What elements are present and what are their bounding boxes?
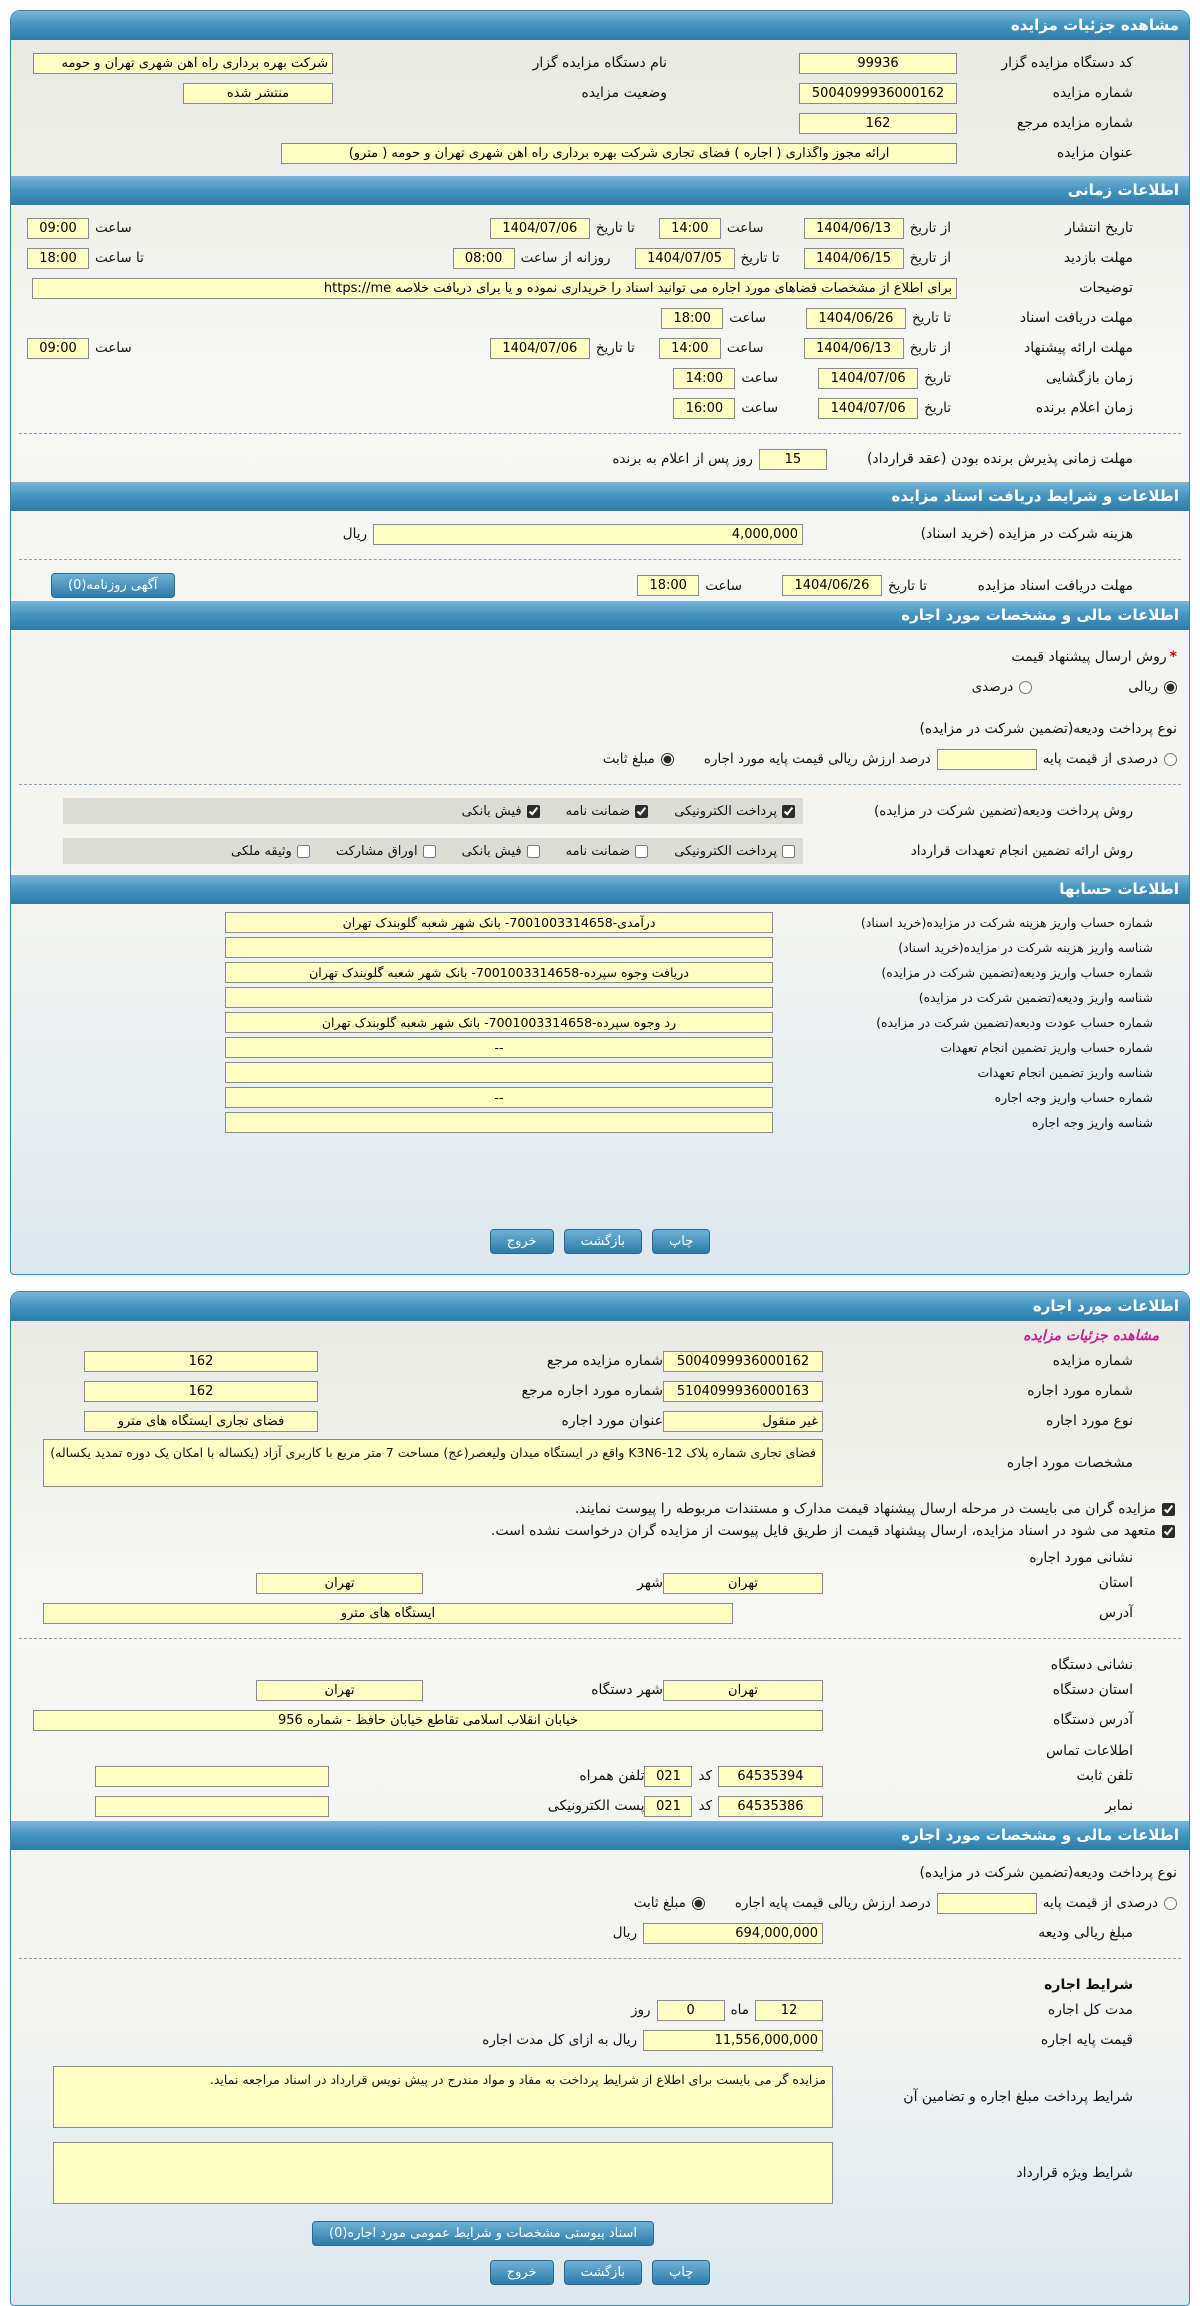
visit-deadline-row — [11, 243, 1189, 273]
payment-terms-label: شرایط پرداخت مبلغ اجاره و تضامین آن — [903, 2089, 1133, 2105]
auction-ref-input[interactable] — [799, 113, 957, 134]
rial-option-radio[interactable] — [1164, 681, 1177, 694]
docs-deadline-row — [11, 303, 1189, 333]
docs-receive-date-input[interactable] — [782, 575, 882, 596]
docs-deadline-time-input[interactable] — [661, 308, 723, 329]
notes-input[interactable] — [32, 278, 957, 299]
phone-row — [11, 1761, 1189, 1791]
participation-fee-input[interactable] — [373, 524, 803, 545]
to-hour-word: تا ساعت — [95, 250, 144, 266]
visit-to-date-input[interactable] — [635, 248, 735, 269]
item-auction-no-input[interactable] — [663, 1351, 823, 1372]
org-address-input[interactable] — [33, 1710, 823, 1731]
org-province-input[interactable] — [663, 1680, 823, 1701]
exit-button[interactable]: خروج — [490, 2260, 554, 2285]
opening-date-input[interactable] — [818, 368, 918, 389]
account-row-label: شناسه واریز وجه اجاره — [1031, 1115, 1153, 1130]
item-type-row — [11, 1406, 1189, 1436]
account-row-input[interactable] — [225, 1012, 773, 1033]
deposit-type2-label: نوع پرداخت ودیعه(تضمین شرکت در مزایده) — [919, 1865, 1177, 1881]
visit-close-time-input[interactable] — [27, 248, 89, 269]
publish-date-row — [11, 213, 1189, 243]
account-row-label: شناسه واریز هزینه شرکت در مزایده(خرید اسناد) — [898, 940, 1153, 955]
newspaper-ad-button[interactable]: آگهی روزنامه(0) — [51, 573, 175, 598]
attachments-button[interactable]: اسناد پیوستی مشخصات و شرایط عمومی مورد اجاره(0) — [312, 2221, 654, 2246]
payment-terms-textarea[interactable]: مزایده گر می بایست برای اطلاع از شرایط پرداخت به مفاد و مواد مندرج در پیش نویس قرارداد در اسناد مراجعه نماید. — [53, 2066, 833, 2128]
special-terms-textarea[interactable] — [53, 2142, 833, 2204]
print-button[interactable]: چاپ — [652, 2260, 710, 2285]
account-row-input[interactable] — [225, 1087, 773, 1108]
auction-status-label: وضعیت مزایده — [581, 85, 667, 101]
docs-receive-time-input[interactable] — [637, 575, 699, 596]
visit-label: مهلت بازدید — [1063, 250, 1133, 266]
publish-to-date-input[interactable] — [490, 218, 590, 239]
agency-code-input[interactable] — [799, 53, 957, 74]
publish-label: تاریخ انتشار — [1065, 220, 1133, 236]
percent-option-radio[interactable] — [1019, 681, 1032, 694]
account-row — [11, 935, 1189, 960]
item-auction-no-label: شماره مزایده — [1052, 1353, 1133, 1369]
guarantee-checkbox-group[interactable] — [566, 804, 649, 819]
required-asterisk: * — [1169, 649, 1177, 665]
offer-deadline-row — [11, 333, 1189, 363]
agency-name-label: نام دستگاه مزایده گزار — [532, 55, 667, 71]
item-spec-row — [11, 1436, 1189, 1490]
accounts-list — [11, 904, 1189, 1135]
hour-word: ساعت — [95, 340, 132, 356]
account-row-input[interactable] — [225, 937, 773, 958]
account-row — [11, 985, 1189, 1010]
dashed-divider — [19, 1638, 1181, 1639]
lease-item-header: اطلاعات مورد اجاره — [11, 1292, 1189, 1321]
phone-code-input[interactable] — [644, 1766, 692, 1787]
org-city-label: شهر دستگاه — [591, 1682, 663, 1698]
winner-time-input[interactable] — [673, 398, 735, 419]
fax-label: نمابر — [1105, 1798, 1133, 1814]
obligation-receipt-checkbox[interactable] — [527, 845, 540, 858]
fixed-amount2-label: مبلغ ثابت — [633, 1895, 686, 1911]
org-province-label: استان دستگاه — [1052, 1682, 1133, 1698]
offer-label: مهلت ارائه پیشنهاد — [1024, 340, 1133, 356]
base-price-input[interactable] — [643, 2030, 823, 2051]
fixed-amount-label: مبلغ ثابت — [602, 751, 655, 767]
offer-to-time-input[interactable] — [27, 338, 89, 359]
auction-subject-row — [11, 138, 1189, 168]
rial-option-label: ریالی — [1128, 679, 1158, 695]
account-row — [11, 1060, 1189, 1085]
hour-word: ساعت — [741, 400, 779, 416]
deposit-type2-label-row — [11, 1858, 1189, 1888]
item-ref-input[interactable] — [84, 1381, 318, 1402]
item-address-section-label: نشانی مورد اجاره — [1029, 1550, 1133, 1566]
accept-deadline-suffix: روز پس از اعلام به برنده — [612, 451, 753, 467]
phone-input[interactable] — [718, 1766, 823, 1787]
percent-of-base2-note: درصد ارزش ریالی قیمت پایه اجاره — [734, 1895, 931, 1911]
org-address-label: آدرس دستگاه — [1053, 1712, 1133, 1728]
mobile-input[interactable] — [95, 1766, 329, 1787]
offer-from-date-input[interactable] — [804, 338, 904, 359]
guarantee-label: ضمانت نامه — [565, 803, 631, 819]
payment-terms-row — [11, 2063, 1189, 2131]
item-auction-number-row — [11, 1346, 1189, 1376]
accounts-section-header: اطلاعات حسابها — [11, 875, 1189, 904]
account-row — [11, 1085, 1189, 1110]
publish-from-time-input[interactable] — [659, 218, 721, 239]
auction-ref-row — [11, 108, 1189, 138]
send-method-label-row — [11, 642, 1189, 672]
send-method-options-row — [11, 672, 1189, 702]
to-date-word: تا تاریخ — [740, 250, 780, 266]
percent-of-base2-radio[interactable] — [1164, 1897, 1177, 1910]
docs-receive-deadline-label: مهلت دریافت اسناد مزایده — [977, 577, 1133, 594]
hour-word: ساعت — [95, 220, 132, 236]
agency-row — [11, 48, 1189, 78]
auction-number-label: شماره مزایده — [1052, 85, 1133, 101]
base-price-suffix: ریال به ازای کل مدت اجاره — [482, 2032, 637, 2048]
percent-option-label: درصدی — [971, 679, 1014, 695]
deposit-method-label: روش پرداخت ودیعه(تضمین شرکت در مزایده) — [873, 803, 1133, 819]
obligation-guarantee-checkbox[interactable] — [635, 845, 648, 858]
account-row — [11, 1110, 1189, 1135]
rial-word: ریال — [342, 526, 367, 542]
account-row — [11, 1035, 1189, 1060]
back-button[interactable]: بازگشت — [564, 2260, 642, 2285]
item-auction-ref-label: شماره مزایده مرجع — [546, 1353, 663, 1369]
date-word: تاریخ — [924, 400, 951, 416]
obligation-method-label: روش ارائه تضمین انجام تعهدات قرارداد — [910, 843, 1133, 859]
date-word: تاریخ — [924, 370, 951, 386]
offer-to-date-input[interactable] — [490, 338, 590, 359]
percent-of-base2-label: درصدی از قیمت پایه — [1042, 1895, 1158, 1911]
dashed-divider — [19, 559, 1181, 560]
fax-code-input[interactable] — [644, 1796, 692, 1817]
account-row-label: شماره حساب واریز هزینه شرکت در مزایده(خرید اسناد) — [860, 915, 1153, 930]
account-row-label: شماره حساب واریز وجه اجاره — [994, 1090, 1153, 1105]
winner-announce-row — [11, 393, 1189, 423]
from-date-word: از تاریخ — [909, 340, 951, 356]
contact-section-label: اطلاعات تماس — [1046, 1743, 1133, 1759]
epay-label: پرداخت الکترونیکی — [674, 803, 777, 819]
visit-open-time-input[interactable] — [453, 248, 515, 269]
from-date-word: از تاریخ — [909, 250, 951, 266]
hour-word: ساعت — [726, 220, 764, 236]
percent-of-base-input[interactable] — [937, 749, 1037, 770]
phone-label: تلفن ثابت — [1076, 1768, 1133, 1784]
province-input[interactable] — [663, 1573, 823, 1594]
item-spec-textarea[interactable]: فضای تجاری شماره پلاک K3N6-12 واقع در ایستگاه میدان ولیعصر(عج) مساحت 7 متر مربع با کاربری آزاد (یکساله با امکان یک دوره تمدید یکساله) — [43, 1439, 823, 1487]
auction-ref-label: شماره مزایده مرجع — [1016, 115, 1133, 131]
daily-from-hour-word: روزانه از ساعت — [520, 250, 611, 266]
account-row — [11, 910, 1189, 935]
account-row-input[interactable] — [225, 1062, 773, 1083]
financial-section-header: اطلاعات مالی و مشخصات مورد اجاره — [11, 601, 1189, 630]
auction-subject-input[interactable] — [281, 143, 957, 164]
publish-to-time-input[interactable] — [27, 218, 89, 239]
obligation-collateral-label: وثیقه ملکی — [231, 843, 292, 859]
account-row-label: شماره حساب واریز تضمین انجام تعهدات — [940, 1040, 1153, 1055]
details-link-row — [11, 1321, 1189, 1346]
account-row-input[interactable] — [225, 987, 773, 1008]
publish-from-date-input[interactable] — [804, 218, 904, 239]
opening-time-row — [11, 363, 1189, 393]
obligation-collateral-checkbox[interactable] — [297, 845, 310, 858]
agency-name-input[interactable] — [33, 53, 333, 74]
no-file-check-row — [11, 1520, 1189, 1542]
obligation-guarantee-group[interactable] — [566, 844, 649, 859]
to-date-word: تا تاریخ — [595, 220, 635, 236]
attach-docs-checkbox[interactable] — [1162, 1503, 1175, 1516]
item-ref-label: شماره مورد اجاره مرجع — [521, 1383, 663, 1399]
spacer — [11, 1135, 1189, 1219]
org-province-city-row — [11, 1675, 1189, 1705]
day-word: روز — [631, 2002, 651, 2018]
docs-receive-deadline-row — [11, 570, 1189, 601]
account-row-input[interactable] — [225, 912, 773, 933]
province-label: استان — [1098, 1575, 1133, 1591]
deposit-amount-label: مبلغ ریالی ودیعه — [1038, 1925, 1133, 1941]
to-date-word: تا تاریخ — [911, 310, 951, 326]
dashed-divider — [19, 1958, 1181, 1959]
item-spec-label: مشخصات مورد اجاره — [1006, 1455, 1133, 1471]
fixed-amount2-radio[interactable] — [692, 1897, 705, 1910]
from-date-word: از تاریخ — [909, 220, 951, 236]
deposit-method-band — [63, 798, 803, 824]
deposit-type-label-row — [11, 714, 1189, 744]
lease-duration-row — [11, 1995, 1189, 2025]
docs-deadline-date-input[interactable] — [806, 308, 906, 329]
item-no-input[interactable] — [663, 1381, 823, 1402]
obligation-epay-group[interactable] — [674, 844, 795, 859]
obligation-method-band — [63, 838, 803, 864]
item-title-label: عنوان مورد اجاره — [561, 1413, 663, 1429]
account-row — [11, 1010, 1189, 1035]
fax-row — [11, 1791, 1189, 1821]
attach-docs-text: مزایده گران می بایست در مرحله ارسال پیشنهاد قیمت مدارک و مستندات مربوطه را پیوست نمایند. — [574, 1501, 1156, 1517]
item-type-input[interactable] — [663, 1411, 823, 1432]
hour-word: ساعت — [705, 577, 742, 594]
auction-details-header: مشاهده جزئیات مزایده — [11, 11, 1189, 40]
send-method-label: روش ارسال پیشنهاد قیمت — [1011, 649, 1167, 665]
account-row-label: شناسه واریز تضمین انجام تعهدات — [977, 1065, 1153, 1080]
percent-of-base-label: درصدی از قیمت پایه — [1042, 751, 1158, 767]
offer-from-time-input[interactable] — [659, 338, 721, 359]
item-address-row — [11, 1598, 1189, 1628]
item-province-city-row — [11, 1568, 1189, 1598]
item-number-row — [11, 1376, 1189, 1406]
dashed-divider — [19, 433, 1181, 434]
obligation-bonds-group[interactable] — [336, 844, 436, 859]
base-price-row — [11, 2025, 1189, 2055]
org-address-section-label: نشانی دستگاه — [1050, 1657, 1133, 1673]
email-label: پست الکترونیکی — [547, 1798, 645, 1814]
lease-item-panel — [10, 1291, 1190, 2306]
special-terms-row — [11, 2139, 1189, 2207]
obligation-epay-label: پرداخت الکترونیکی — [674, 843, 777, 859]
accept-deadline-label: مهلت زمانی پذیرش برنده بودن (عقد قرارداد) — [866, 451, 1133, 467]
item-title-input[interactable] — [84, 1411, 318, 1432]
hour-word: ساعت — [729, 310, 766, 326]
lease-months-input[interactable] — [755, 2000, 823, 2021]
print-button[interactable]: چاپ — [652, 1229, 710, 1254]
bank-receipt-checkbox[interactable] — [527, 805, 540, 818]
base-price-label: قیمت پایه اجاره — [1040, 2032, 1133, 2048]
notes-label: توضیحات — [1079, 280, 1133, 296]
no-file-text: متعهد می شود در اسناد مزایده، ارسال پیشنهاد قیمت از طریق فایل پیوست از مزایده گران درخواست نشده است. — [490, 1523, 1156, 1539]
code-word: کد — [698, 1798, 712, 1814]
visit-from-date-input[interactable] — [804, 248, 904, 269]
docs-section-header: اطلاعات و شرایط دریافت اسناد مزایده — [11, 482, 1189, 511]
deposit-type2-options-row — [11, 1888, 1189, 1918]
city-label: شهر — [637, 1575, 663, 1591]
dashed-divider — [19, 784, 1181, 785]
org-address-row — [11, 1705, 1189, 1735]
account-row-input[interactable] — [225, 1112, 773, 1133]
item-no-label: شماره مورد اجاره — [1027, 1383, 1133, 1399]
obligation-guarantee-label: ضمانت نامه — [565, 843, 631, 859]
percent-of-base-radio[interactable] — [1164, 753, 1177, 766]
auction-details-panel — [10, 10, 1190, 1275]
panel2-button-row — [11, 2250, 1189, 2297]
obligation-receipt-group[interactable] — [462, 844, 540, 859]
deposit-amount-row — [11, 1918, 1189, 1948]
fax-input[interactable] — [718, 1796, 823, 1817]
mobile-label: تلفن همراه — [579, 1768, 645, 1784]
account-row-input[interactable] — [225, 1037, 773, 1058]
item-type-label: نوع مورد اجاره — [1045, 1413, 1133, 1429]
account-row-input[interactable] — [225, 962, 773, 983]
auction-status-input[interactable] — [183, 83, 333, 104]
address-label: آدرس — [1099, 1605, 1133, 1621]
obligation-bonds-label: اوراق مشارکت — [335, 843, 418, 859]
lease-days-input[interactable] — [657, 2000, 725, 2021]
email-input[interactable] — [95, 1796, 329, 1817]
winner-label: زمان اعلام برنده — [1035, 400, 1133, 416]
panel1-button-row — [11, 1219, 1189, 1266]
lease-terms-section-label: شرایط اجاره — [1044, 1977, 1133, 1993]
percent-of-base-note: درصد ارزش ریالی قیمت پایه مورد اجاره — [703, 751, 931, 767]
obligation-receipt-label: فیش بانکی — [461, 843, 522, 859]
org-city-input[interactable] — [256, 1680, 423, 1701]
auction-subject-label: عنوان مزایده — [1056, 145, 1133, 161]
no-file-checkbox[interactable] — [1162, 1525, 1175, 1538]
rial-word: ریال — [612, 1925, 637, 1941]
deposit-amount-input[interactable] — [643, 1923, 823, 1944]
address-input[interactable] — [43, 1603, 733, 1624]
deposit-method-row — [11, 795, 1189, 827]
special-terms-label: شرایط ویژه قرارداد — [1016, 2165, 1133, 2181]
account-row-label: شماره حساب عودت ودیعه(تضمین شرکت در مزایده) — [876, 1015, 1153, 1030]
account-row — [11, 960, 1189, 985]
opening-label: زمان بازگشایی — [1045, 370, 1133, 386]
participation-fee-label: هزینه شرکت در مزایده (خرید اسناد) — [920, 526, 1133, 542]
obligation-epay-checkbox[interactable] — [782, 845, 795, 858]
winner-date-input[interactable] — [818, 398, 918, 419]
to-date-word: تا تاریخ — [887, 577, 927, 594]
accept-days-input[interactable] — [759, 449, 827, 470]
hour-word: ساعت — [741, 370, 779, 386]
item-auction-ref-input[interactable] — [84, 1351, 318, 1372]
to-date-word: تا تاریخ — [595, 340, 635, 356]
attachments-row — [11, 2207, 1189, 2250]
fixed-amount-radio[interactable] — [661, 753, 674, 766]
docs-deadline-label: مهلت دریافت اسناد — [1019, 310, 1133, 326]
percent-of-base2-input[interactable] — [937, 1893, 1037, 1914]
financial2-section-header: اطلاعات مالی و مشخصات مورد اجاره — [11, 1821, 1189, 1850]
deposit-type-options-row — [11, 744, 1189, 774]
account-row-label: شناسه واریز ودیعه(تضمین شرکت در مزایده) — [918, 990, 1153, 1005]
timing-section-header: اطلاعات زمانی — [11, 176, 1189, 205]
obligation-method-row — [11, 835, 1189, 867]
city-input[interactable] — [256, 1573, 423, 1594]
opening-time-input[interactable] — [673, 368, 735, 389]
agency-code-label: کد دستگاه مزایده گزار — [1001, 55, 1133, 71]
participation-fee-row — [11, 519, 1189, 549]
month-word: ماه — [730, 2002, 749, 2018]
guarantee-checkbox[interactable] — [635, 805, 648, 818]
deposit-type-label: نوع پرداخت ودیعه(تضمین شرکت در مزایده) — [919, 721, 1177, 737]
back-button[interactable]: بازگشت — [564, 1229, 642, 1254]
auction-details-link[interactable]: مشاهده جزئیات مزایده — [1023, 1328, 1159, 1344]
bank-receipt-checkbox-group[interactable] — [462, 804, 540, 819]
accept-deadline-row — [11, 444, 1189, 474]
obligation-collateral-group[interactable] — [231, 844, 310, 859]
hour-word: ساعت — [726, 340, 764, 356]
auction-number-row — [11, 78, 1189, 108]
lease-duration-label: مدت کل اجاره — [1047, 2002, 1133, 2018]
account-row-label: شماره حساب واریز ودیعه(تضمین شرکت در مزایده) — [881, 965, 1153, 980]
epay-checkbox-group[interactable] — [674, 804, 795, 819]
exit-button[interactable]: خروج — [490, 1229, 554, 1254]
epay-checkbox[interactable] — [782, 805, 795, 818]
code-word: کد — [698, 1768, 712, 1784]
auction-number-input[interactable] — [799, 83, 957, 104]
attach-docs-check-row — [11, 1498, 1189, 1520]
notes-row — [11, 273, 1189, 303]
bank-receipt-label: فیش بانکی — [461, 803, 522, 819]
obligation-bonds-checkbox[interactable] — [423, 845, 436, 858]
